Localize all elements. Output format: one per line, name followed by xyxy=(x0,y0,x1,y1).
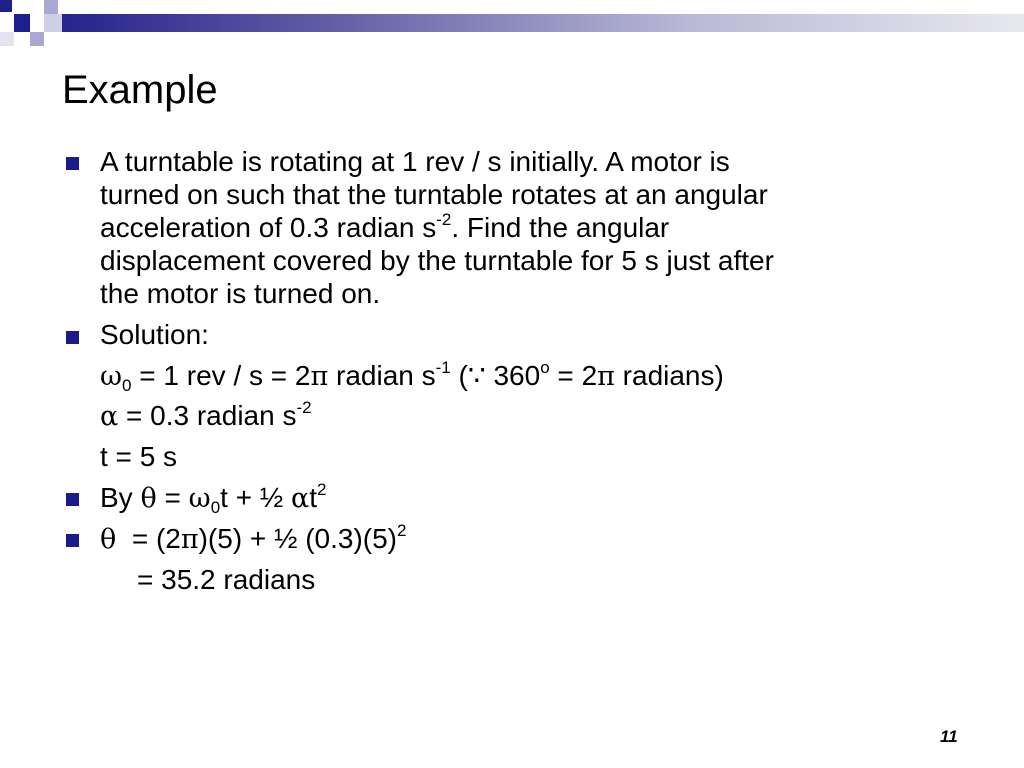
pi-symbol: π xyxy=(310,361,329,392)
problem-line-3-tail: . Find the angular xyxy=(451,212,670,243)
problem-line-2: turned on such that the turntable rotates at an angular xyxy=(100,179,768,210)
omega-symbol: ω xyxy=(188,483,211,514)
problem-line-4: displacement covered by the turntable for 5 s just after xyxy=(100,245,774,276)
alpha-symbol: α xyxy=(100,401,119,432)
pi-symbol: π xyxy=(597,361,615,392)
calc-line xyxy=(100,522,406,556)
omega-symbol: ω xyxy=(100,361,123,392)
bullet-square-icon xyxy=(66,157,79,170)
theta-symbol: θ xyxy=(100,524,117,555)
omega0-text-a: = 1 rev / s = 2 xyxy=(131,360,311,391)
subscript: 0 xyxy=(210,498,221,517)
formula-t: t xyxy=(309,482,317,513)
calc-text-b: )(5) + ½ (0.3)(5) xyxy=(198,523,397,554)
time-line: t = 5 s xyxy=(100,441,178,472)
formula-prefix: By xyxy=(100,482,141,513)
problem-line-3-text: acceleration of 0.3 radian s xyxy=(100,212,437,243)
bullet-square-icon xyxy=(66,493,79,506)
subscript: 0 xyxy=(122,376,132,395)
theta-symbol: θ xyxy=(140,483,157,514)
formula-mid: t + ½ xyxy=(220,482,291,513)
slide-title: Example xyxy=(62,68,218,112)
alpha-text: = 0.3 radian s xyxy=(118,400,297,431)
exponent: -2 xyxy=(436,210,452,229)
problem-line-3 xyxy=(100,211,669,244)
calc-text-a: = (2 xyxy=(116,523,181,554)
formula-line xyxy=(100,481,326,515)
exponent: 2 xyxy=(397,521,407,540)
pi-symbol: π xyxy=(180,524,199,555)
exponent: -2 xyxy=(296,398,312,417)
omega0-text-b: radian s xyxy=(328,360,436,391)
problem-line-5: the motor is turned on. xyxy=(100,278,381,309)
omega0-text-c: (∵ 360 xyxy=(450,360,541,391)
result-line: = 35.2 radians xyxy=(137,564,316,595)
omega0-line xyxy=(100,359,724,393)
bullet-square-icon xyxy=(66,534,79,547)
page-number: 11 xyxy=(940,727,958,746)
alpha-symbol: α xyxy=(290,483,310,514)
exponent: 2 xyxy=(317,480,327,499)
degree-superscript: o xyxy=(540,358,550,377)
alpha-line xyxy=(100,399,312,433)
exponent: -1 xyxy=(435,358,451,377)
problem-line-1: A turntable is rotating at 1 rev / s initially. A motor is xyxy=(100,146,730,177)
bullet-square-icon xyxy=(66,331,79,344)
omega0-text-e: radians) xyxy=(614,360,724,391)
omega0-text-d: = 2 xyxy=(549,360,598,391)
solution-label: Solution: xyxy=(100,319,209,350)
formula-eq: = xyxy=(156,482,189,513)
